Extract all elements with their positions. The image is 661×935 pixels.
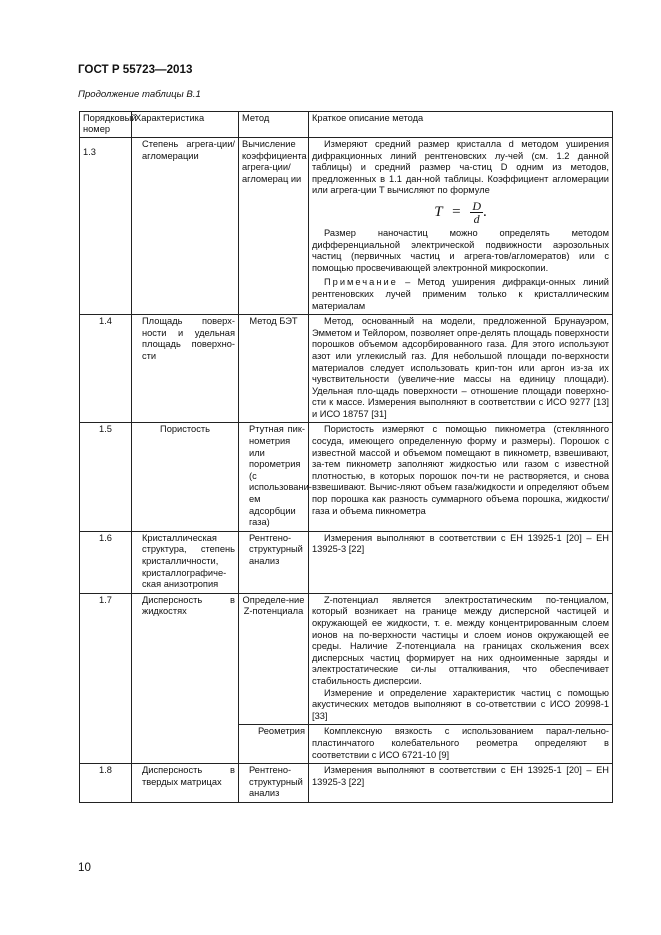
note-text: – Метод уширения дифракци-онных линий рентгеновских лучей применим только к кристаллическим материалам	[312, 277, 609, 311]
row-method: Ртутная пик-нометрия или порометрия (с использовани-ем адсорбции газа)	[239, 423, 309, 531]
description-paragraph: Измерение и определение характеристик частиц с помощью акустических методов выполняют в со-ответствии с ИСО 20998-1 [33]	[312, 687, 609, 721]
row-method: Рентгено-структурный анализ	[239, 764, 309, 803]
row-method: Вычисление коэффициента агрега-ции/агломерац ии	[239, 138, 309, 315]
row-characteristic: Кристаллическая структура, степень кристалличности, кристаллографиче-ская анизотропия	[132, 531, 239, 593]
methods-table	[79, 111, 613, 803]
row-method: Метод БЭТ	[239, 315, 309, 423]
row-characteristic: Площадь поверх-ности и удельная площадь поверхно-сти	[132, 315, 239, 423]
table-row	[80, 423, 613, 531]
formula-fraction	[470, 200, 483, 225]
row-description: Комплексную вязкость с использованием парал-лельно-пластинчатого колебательного реометра определяют в соответствии с ИСО 6721-10 [9]	[309, 725, 613, 764]
header-number: Порядковый номер	[80, 112, 132, 138]
description-paragraph: Размер наночастиц можно определять методом дифференциальной электрической подвижности аэрозольных частиц (первичных частиц и агрега-тов/агломератов) или с помощью просвечивающей электронной микроскопии.	[312, 227, 609, 273]
row-description: Измерения выполняют в соответствии с ЕН 13925-1 [20] – ЕН 13925-3 [22]	[309, 531, 613, 593]
row-characteristic: Степень агрега-ции/агломерации	[132, 138, 239, 315]
row-description: Метод, основанный на модели, предложенной Брунауэром, Эмметом и Тейлором, позволяет опре-делять площадь поверхности порошков объемом адсорбированного газа. Для этого используют азот или углекислый газ. Для небольшой площади по-верхности материалов следует использовать крип-тон или аргон из-за их чувствительности (увеличе-ние массы на единицу площади). Удельная пло-щадь поверхности – отношение площади поверхно-сти к массе. Измерения выполняют в соответствии с ИСО 9277 [13] и ИСО 18757 [31]	[309, 315, 613, 423]
formula-equals: =	[452, 203, 461, 220]
table-row	[80, 593, 613, 725]
page-number: 10	[78, 861, 91, 874]
table-continuation-caption: Продолжение таблицы В.1	[78, 89, 201, 100]
row-description	[309, 593, 613, 725]
formula-lhs: T	[434, 203, 443, 220]
header-method: Метод	[239, 112, 309, 138]
table-row	[80, 531, 613, 593]
table-row	[80, 138, 613, 315]
description-paragraph: Z-потенциал является электростатическим по-тенциалом, который возникает на границе между дисперсной частицей и окружающей ее жидкости, т. е. между концентрированным слоем ионов на по-верхности частицы и слоем ионов окружающей ее среды. Наличие Z-потенциала на границах скольжения всех дисперсных частиц формирует на них одноименные заряды и электростатические си-лы отталкивания, что обеспечивает стабильность дисперсии.	[312, 594, 609, 686]
row-number: 1.3	[80, 138, 132, 315]
row-number: 1.8	[80, 764, 132, 803]
row-number: 1.4	[80, 315, 132, 423]
row-description: Измерения выполняют в соответствии с ЕН 13925-1 [20] – ЕН 13925-3 [22]	[309, 764, 613, 803]
formula-denominator: d	[473, 211, 480, 226]
description-paragraph: Измеряют средний размер кристалла d методом уширения дифракционных линий рентгеновских лу-чей (см. 1.2 данной таблицы) и средний размер ча-стиц D одним из методов, предложенных в 1.1 дан-ной таблицы. Коэффициент агломерации или агрега-ции T вычисляют по формуле	[312, 139, 609, 196]
formula-period: .	[482, 203, 487, 220]
row-method: Реометрия	[239, 725, 309, 764]
document-code: ГОСТ Р 55723—2013	[78, 63, 193, 76]
row-number: 1.5	[80, 423, 132, 531]
header-characteristic: Характеристика	[132, 112, 239, 138]
row-characteristic: Дисперсность в жидкостях	[132, 593, 239, 763]
description-note	[312, 277, 609, 312]
aggregation-formula	[312, 200, 609, 225]
table-row	[80, 764, 613, 803]
row-characteristic: Пористость	[132, 423, 239, 531]
table-row	[80, 315, 613, 423]
header-description: Краткое описание метода	[309, 112, 613, 138]
note-label: Примечание	[324, 277, 398, 288]
formula-numerator: D	[472, 198, 481, 213]
row-description: Пористость измеряют с помощью пикнометра (стеклянного сосуда, имеющего определенную форму и размеры). Порошок с известной массой и объемом помещают в пикнометр, взвешивают, за-тем пикнометр заполняют жидкостью или газом с известной плотностью, в которых порошок поч-ти не растворяется, и снова взвешивают. Вычис-ляют объем газа/жидкости и определяют объем пор порошка как разность суммарного объема порошка, жидкости/газа и объема пикнометра	[309, 423, 613, 531]
row-characteristic: Дисперсность в твердых матрицах	[132, 764, 239, 803]
row-description	[309, 138, 613, 315]
table-header-row	[80, 112, 613, 138]
row-method: Определе-ние Z-потенциала	[239, 593, 309, 725]
row-number: 1.6	[80, 531, 132, 593]
row-number: 1.7	[80, 593, 132, 763]
row-method: Рентгено-структурный анализ	[239, 531, 309, 593]
